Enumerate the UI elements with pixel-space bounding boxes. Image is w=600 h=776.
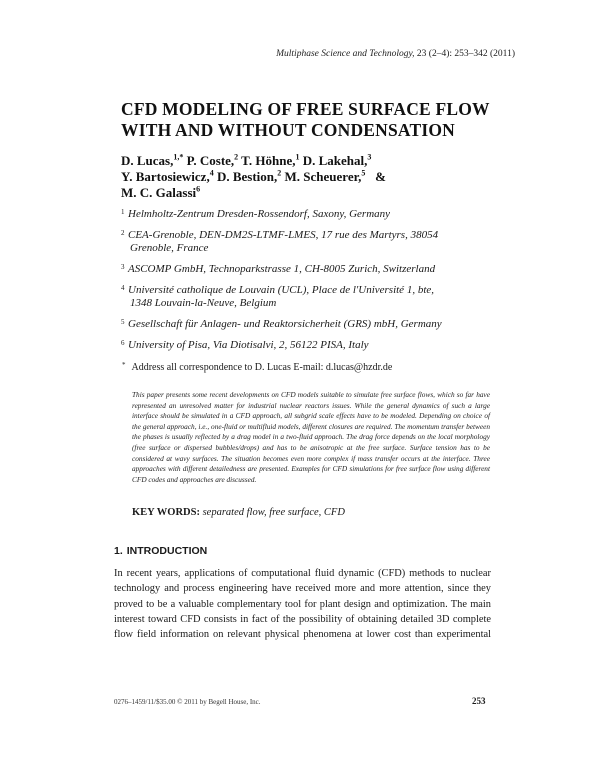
author-line-3 [121, 185, 521, 201]
paper-title [121, 99, 521, 141]
affiliation-text: ASCOMP GmbH, Technoparkstrasse 1, CH-8005 Zurich, Switzerland [128, 263, 436, 275]
correspondence-text: Address all correspondence to D. Lucas E-mail: d.lucas@hzdr.de [131, 362, 393, 373]
affiliation-text-cont: Grenoble, France [130, 242, 209, 254]
affiliation-list [121, 208, 521, 360]
author-name: M. C. Galassi [121, 185, 197, 200]
author-line-1 [121, 153, 521, 169]
author-line-2 [121, 169, 521, 185]
body-line: flow field information on relevant physical phenomena at lower cost than experimental [114, 629, 491, 641]
body-line: interest toward CFD consists in fact of the possibility of obtaining detailed 3D complete [114, 613, 491, 625]
body-paragraph [114, 566, 491, 642]
section-title: INTRODUCTION [126, 545, 208, 557]
author-name: T. Höhne, [238, 153, 296, 168]
affiliation-text: CEA-Grenoble, DEN-DM2S-LTMF-LMES, 17 rue des Martyrs, 38054 [128, 229, 439, 241]
author-affil-mark: 6 [196, 184, 201, 194]
affiliation-item: 3 ASCOMP GmbH, Technoparkstrasse 1, CH-8005 Zurich, Switzerland [121, 263, 436, 275]
page-number: 253 [472, 696, 486, 706]
journal-name: Multiphase Science and Technology, [276, 49, 415, 59]
author-affil-mark: 3 [367, 152, 372, 162]
correspondence-mark: * [122, 360, 126, 369]
affiliation-item: 6 University of Pisa, Via Diotisalvi, 2, 56122 PISA, Italy [121, 339, 369, 351]
journal-citation: 23 (2–4): 253–342 (2011) [416, 49, 515, 59]
section-heading [114, 545, 207, 557]
affiliation-text-cont: 1348 Louvain-la-Neuve, Belgium [130, 297, 277, 309]
title-line-1: CFD MODELING OF FREE SURFACE FLOW [121, 99, 490, 119]
abstract: This paper presents some recent developments on CFD models suitable to simulate free surface flows, which so far have represented an unresolved matter for industrial nuclear reactors issues. While the general dynamics of such a large interface should be simulated in a CFD approach, all subgrid scale effects have to be modeled. Depending on choice of the general approach, i.e., one-fluid or multifluid models, different closures are required. The momentum transfer between the phases is usually reflected by a drag model in a two-fluid approach. The drag force depends on the local morphology (free surface or dispersed bubbles/drops) and has to be anisotropic at the free surface. Surface tension has to be considered at wavy surfaces. The situation becomes even more complex if mass transfer occurs at the interface. Three approaches with different detailedness are presented. Examples for CFD simulations for free surface flow using different CFD codes and approaches are discussed. [132, 390, 490, 484]
author-ampersand: & [375, 169, 387, 184]
affiliation-text: Helmholtz-Zentrum Dresden-Rossendorf, Saxony, Germany [128, 208, 391, 220]
keywords [132, 507, 345, 518]
body-line: proved to be a valuable complementary tool for plant design and optimization. The main [114, 598, 491, 610]
author-name: Y. Bartosiewicz, [121, 169, 210, 184]
footer-copyright: 0276–1459/11/$35.00 © 2011 by Begell House, Inc. [114, 698, 261, 706]
author-affil-mark: 2 [277, 168, 282, 178]
correspondence-note [122, 360, 393, 373]
author-affil-mark: 2 [234, 152, 239, 162]
body-line: In recent years, applications of computational fluid dynamic (CFD) methods to nuclear [114, 568, 491, 579]
affiliation-item: 2 CEA-Grenoble, DEN-DM2S-LTMF-LMES, 17 rue des Martyrs, 38054 Grenoble, France [121, 229, 521, 255]
author-name: D. Lakehal, [299, 153, 368, 168]
author-name: D. Bestion, [213, 169, 278, 184]
author-name: P. Coste, [183, 153, 235, 168]
affiliation-text: Gesellschaft für Anlagen- und Reaktorsicherheit (GRS) mbH, Germany [128, 318, 442, 330]
author-affil-mark: 5 [361, 168, 366, 178]
author-affil-mark: 1,* [173, 152, 184, 162]
affiliation-text: Université catholique de Louvain (UCL), Place de l'Université 1, bte, [128, 284, 435, 296]
author-name: M. Scheuerer, [281, 169, 362, 184]
title-line-2: WITH AND WITHOUT CONDENSATION [121, 120, 455, 140]
author-affil-mark: 4 [209, 168, 214, 178]
author-list [121, 153, 521, 201]
author-affil-mark: 1 [295, 152, 300, 162]
affiliation-item: 1 Helmholtz-Zentrum Dresden-Rossendorf, Saxony, Germany [121, 208, 391, 220]
keywords-label: KEY WORDS: [132, 507, 200, 518]
section-number: 1. [114, 545, 123, 557]
journal-header [276, 49, 515, 59]
keywords-values: separated flow, free surface, CFD [202, 507, 345, 518]
body-line: technology and process engineering have received more and more attention, since they [114, 583, 491, 595]
author-name: D. Lucas, [121, 153, 174, 168]
affiliation-text: University of Pisa, Via Diotisalvi, 2, 56122 PISA, Italy [128, 339, 369, 351]
affiliation-item: 5 Gesellschaft für Anlagen- und Reaktorsicherheit (GRS) mbH, Germany [121, 318, 442, 330]
affiliation-item: 4 Université catholique de Louvain (UCL), Place de l'Université 1, bte, 1348 Louvain-la-Neuve, Belgium [121, 284, 521, 310]
